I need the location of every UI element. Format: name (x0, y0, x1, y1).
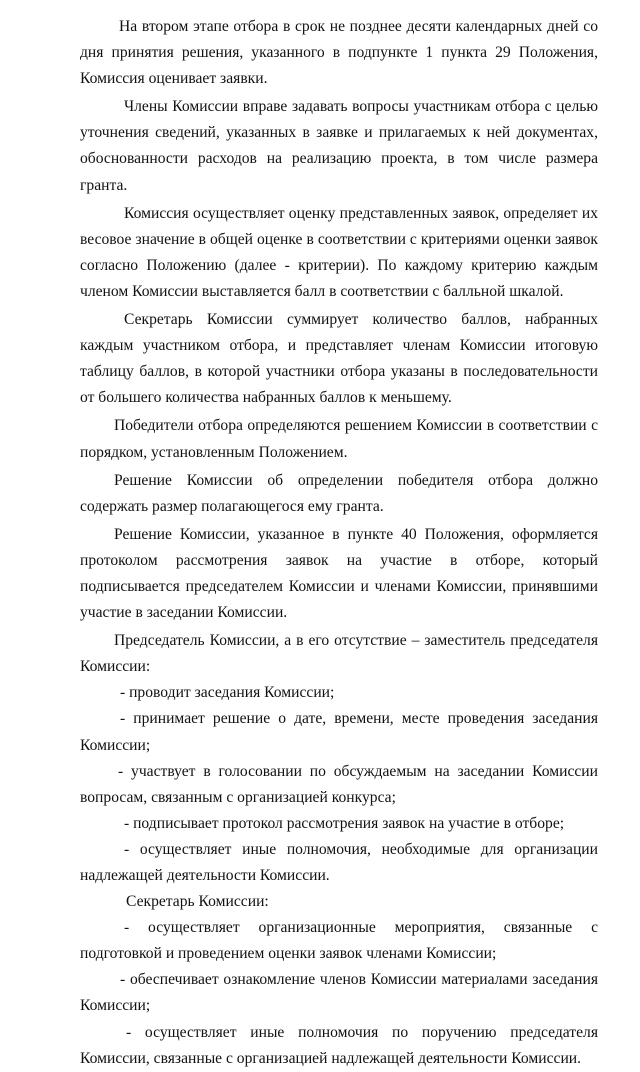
list-item: - проводит заседания Комиссии; (120, 684, 335, 702)
paragraph-evaluation: Комиссия осуществляет оценку представленных заявок, определяет их весовое значение в общей оценке в соответствии с критериями оценки заявок согласно Положению (далее - критерии). По каждому критерию каждым членом Комиссии выставляется балл в соответствии с балльной шкалой. (80, 204, 598, 300)
list-item: - обеспечивает ознакомление членов Комиссии материалами заседания Комиссии; (80, 971, 598, 1015)
list-item: - осуществляет иные полномочия по поручению председателя Комиссии, связанные с организацией надлежащей деятельности Комиссии. (80, 1023, 598, 1067)
list-item: - подписывает протокол рассмотрения заявок на участие в отборе; (124, 814, 565, 832)
paragraph-protocol: Решение Комиссии, указанное в пункте 40 Положения, оформляется протоколом рассмотрения заявок на участие в отборе, который подписывается председателем Комиссии и членами Комиссии, принявшими участие в заседании Комиссии. (80, 525, 598, 622)
list-item: - осуществляет иные полномочия, необходимые для организации надлежащей деятельности Комиссии. (80, 840, 598, 884)
list-item: - принимает решение о дате, времени, месте проведения заседания Комиссии; (80, 710, 598, 754)
secretary-label: Секретарь Комиссии: (126, 893, 269, 911)
paragraph-second-stage: На втором этапе отбора в срок не позднее десяти календарных дней со дня принятия решения, указанного в подпункте 1 пункта 29 Положения, Комиссия оценивает заявки. (80, 18, 598, 88)
paragraph-winners: Победители отбора определяются решением Комиссии в соответствии с порядком, установленным Положением. (80, 417, 598, 461)
list-item: - участвует в голосовании по обсуждаемым на заседании Комиссии вопросам, связанным с организацией конкурса; (80, 762, 598, 806)
list-item: - осуществляет организационные мероприятия, связанные с подготовкой и проведением оценки заявок членами Комиссии; (80, 919, 598, 963)
paragraph-secretary-scoring: Секретарь Комиссии суммирует количество баллов, набранных каждым участником отбора, и представляет членам Комиссии итоговую таблицу баллов, в которой участники отбора указаны в последовательности от большего количества набранных баллов к меньшему. (80, 311, 598, 407)
chair-duties-list (80, 680, 598, 889)
paragraph-chair: Председатель Комиссии, а в его отсутствие – заместитель председателя Комиссии: (80, 632, 598, 676)
paragraph-member-questions: Члены Комиссии вправе задавать вопросы участникам отбора с целью уточнения сведений, указанных в заявке и прилагаемых к ней документах, обоснованности расходов на реализацию проекта, в том числе размера гранта. (80, 98, 598, 194)
document-body (80, 14, 598, 1072)
secretary-duties-list (80, 915, 598, 1072)
paragraph-decision-grant: Решение Комиссии об определении победителя отбора должно содержать размер полагающегося ему гранта. (80, 471, 598, 515)
